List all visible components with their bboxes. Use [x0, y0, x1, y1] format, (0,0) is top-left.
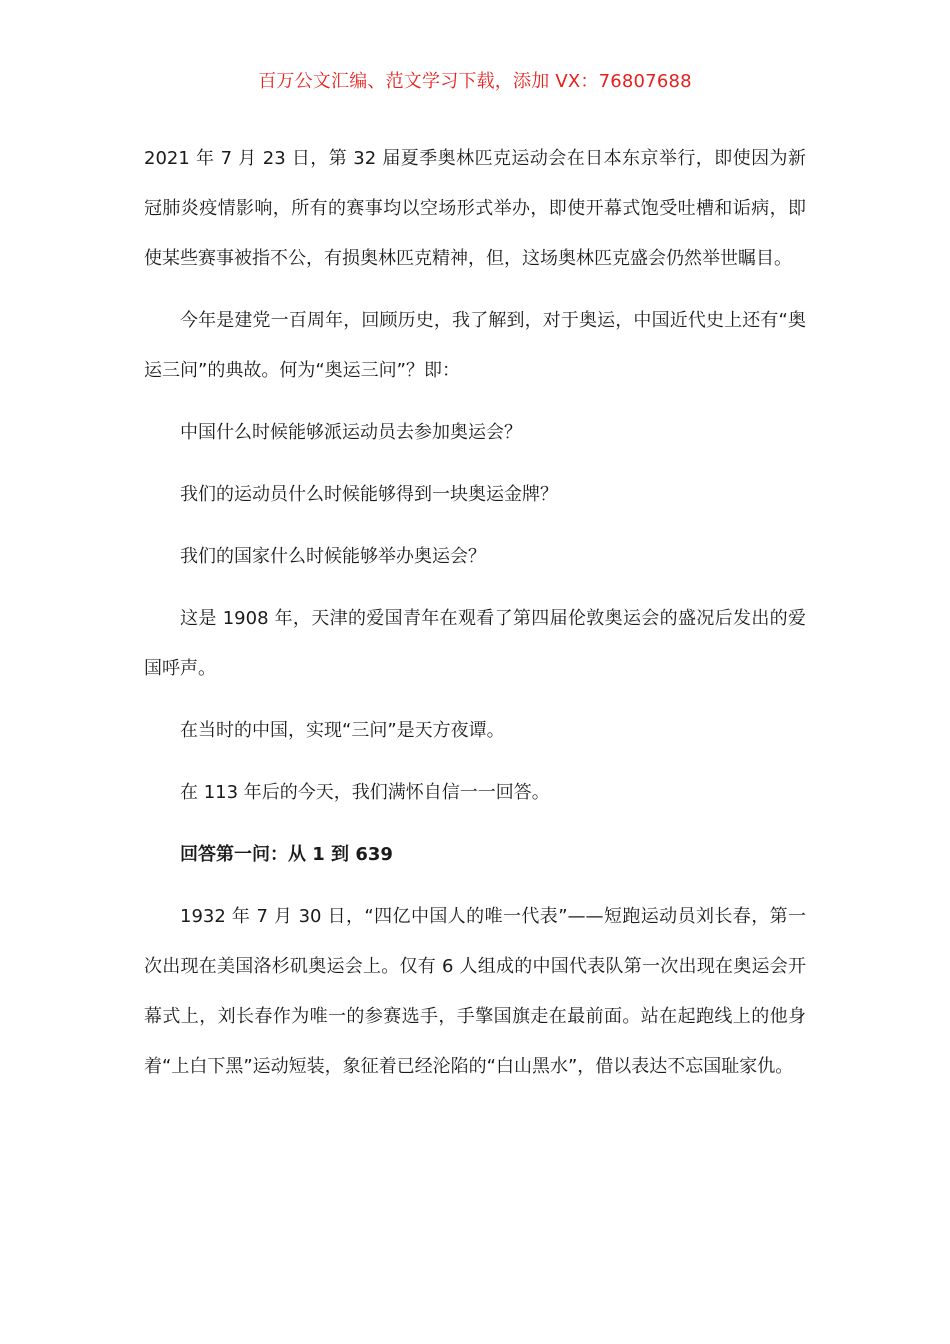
paragraph-question-1: 中国什么时候能够派运动员去参加奥运会？	[180, 422, 522, 443]
paragraph-now: 在 113 年后的今天，我们满怀自信一一回答。	[180, 782, 550, 803]
paragraph-intro: 2021 年 7 月 23 日，第 32 届夏季奥林匹克运动会在日本东京举行，即使因为新冠肺炎疫情影响，所有的赛事均以空场形式举办，即使开幕式饱受吐槽和诟病，即使某些赛事被指不公，有损奥林匹克精神，但，这场奥林匹克盛会仍然举世瞩目。	[144, 148, 806, 269]
header-notice: 百万公文汇编、范文学习下载，添加 VX：76807688	[258, 71, 692, 92]
paragraph-question-2: 我们的运动员什么时候能够得到一块奥运金牌？	[180, 484, 558, 505]
document-body	[144, 134, 806, 1092]
section-heading: 回答第一问：从 1 到 639	[180, 844, 393, 865]
paragraph-first-answer: 1932 年 7 月 30 日，“四亿中国人的唯一代表”——短跑运动员刘长春，第一次出现在美国洛杉矶奥运会上。仅有 6 人组成的中国代表队第一次出现在奥运会开幕式上，刘长春作为唯一的参赛选手，手擎国旗走在最前面。站在起跑线上的他身着“上白下黑”运动短装，象征着已经沦陷的“白山黑水”，借以表达不忘国耻家仇。	[144, 906, 806, 1077]
paragraph-origin: 这是 1908 年，天津的爱国青年在观看了第四届伦敦奥运会的盛况后发出的爱国呼声。	[144, 608, 806, 679]
paragraph-question-3: 我们的国家什么时候能够举办奥运会？	[180, 546, 486, 567]
paragraph-then: 在当时的中国，实现“三问”是天方夜谭。	[180, 720, 505, 741]
paragraph-background: 今年是建党一百周年，回顾历史，我了解到，对于奥运，中国近代史上还有“奥运三问”的典故。何为“奥运三问”？即：	[144, 310, 806, 381]
